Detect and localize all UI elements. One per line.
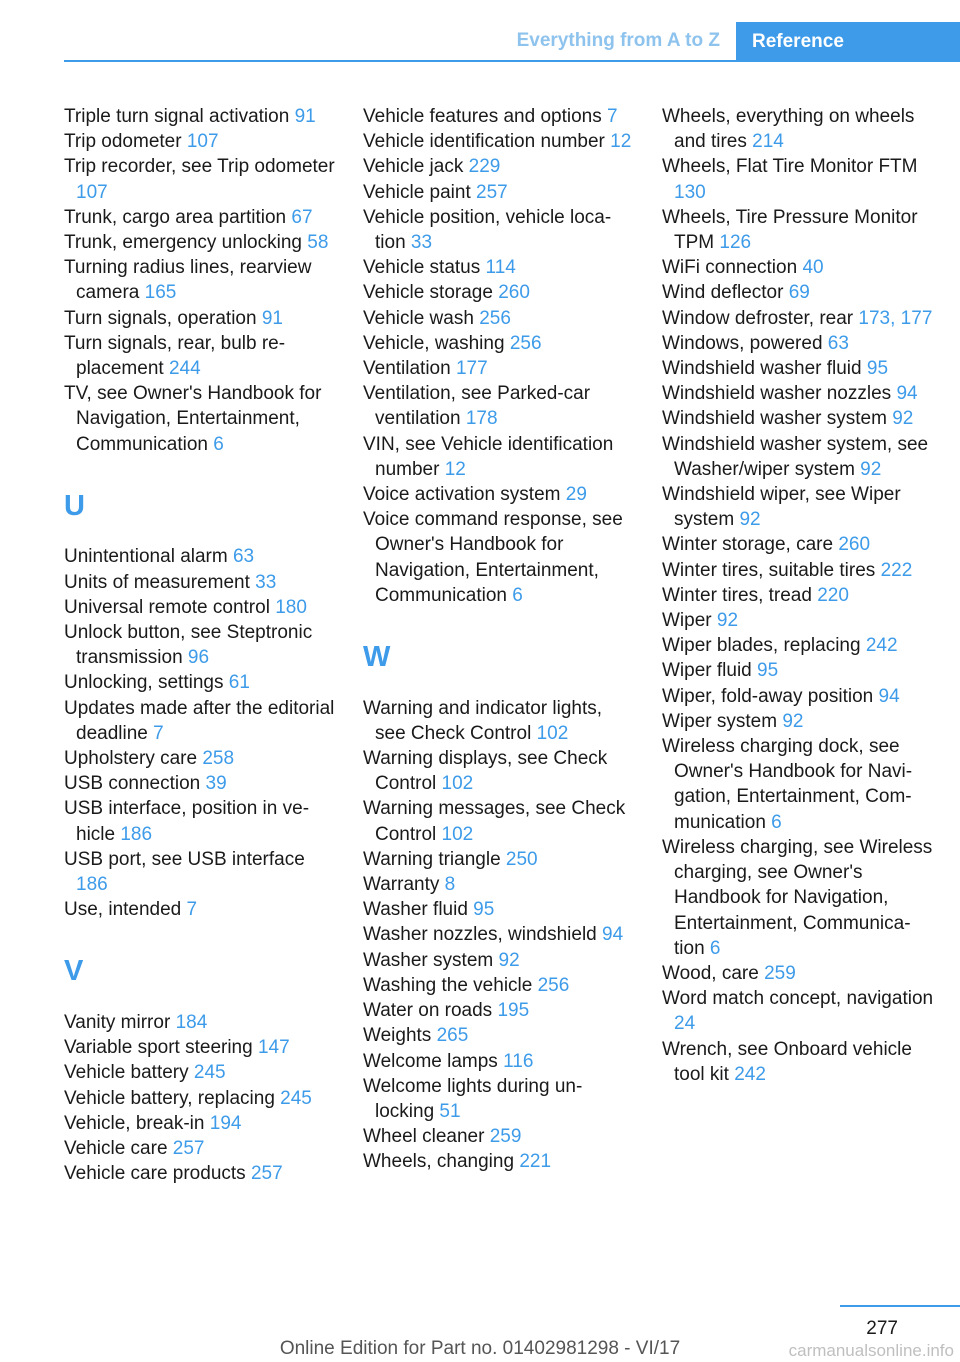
page-reference-link[interactable]: 67 — [291, 206, 313, 228]
index-entry-text: Windshield washer system, see Washer/wiper system — [662, 433, 929, 480]
index-entry-text: USB connection — [64, 773, 206, 795]
index-entry — [363, 381, 633, 431]
index-entry-text: Winter tires, tread — [662, 584, 818, 606]
index-entry-text: Windshield washer nozzles — [662, 383, 897, 405]
page-reference-link[interactable]: 24 — [674, 1013, 696, 1035]
index-entry-text: Wrench, see Onboard vehicle tool kit — [662, 1038, 912, 1085]
page-reference-link[interactable]: 165 — [144, 282, 177, 304]
index-entry — [363, 1074, 633, 1124]
index-entry — [64, 1060, 336, 1085]
page-reference-link[interactable]: 92 — [782, 710, 804, 732]
page-reference-link[interactable]: 94 — [896, 383, 918, 405]
page-reference-link[interactable]: 102 — [441, 773, 474, 795]
index-entry-text: Water on roads — [363, 1000, 498, 1022]
page-reference-link[interactable]: 29 — [565, 484, 587, 506]
index-entry — [662, 835, 934, 961]
index-entry — [662, 306, 934, 331]
index-entry — [363, 154, 633, 179]
index-entry-text: Triple turn signal activation — [64, 106, 295, 127]
index-entry-text: Vehicle care products — [64, 1163, 251, 1185]
index-entry-text: Variable sport steering — [64, 1037, 258, 1059]
index-entry-text: Wireless charging dock, see Owner's Handbook for Navigation, Entertainment, Communication — [662, 736, 913, 833]
index-entry — [662, 633, 934, 658]
page-reference-link[interactable]: 92 — [716, 610, 739, 632]
index-entry-text: Welcome lamps — [363, 1050, 504, 1072]
index-entry-text: Voice command response, see Owner's Handbook for Navigation, Entertainment, Communication — [363, 509, 623, 606]
page-reference-link[interactable]: 260 — [498, 282, 530, 304]
page-reference-link[interactable]: 258 — [202, 748, 235, 770]
index-entry — [662, 1037, 934, 1087]
index-entry-text: Universal remote control — [64, 596, 276, 618]
index-entry-text: Winter tires, suitable tires — [662, 559, 881, 581]
index-entry — [64, 570, 336, 595]
page-reference-link[interactable]: 69 — [788, 282, 810, 304]
page-reference-link[interactable]: 257 — [172, 1138, 205, 1160]
index-entry-text: Welcome lights during unlocking — [363, 1075, 583, 1122]
page-reference-link[interactable]: 242 — [865, 635, 898, 657]
index-entry-text: VIN, see Vehicle identification number — [363, 433, 614, 480]
index-entry — [662, 558, 934, 583]
index-entry-text: Vehicle wash — [363, 307, 480, 329]
index-entry-text: Weights — [363, 1025, 437, 1047]
page-reference-link[interactable]: 6 — [771, 811, 782, 833]
index-entry-text: Warning and indicator lights, see Check Control — [363, 697, 603, 744]
index-entry-text: Wheel cleaner — [363, 1126, 490, 1148]
index-entry — [363, 306, 633, 331]
watermark: carmanualsonline.info — [788, 1341, 954, 1360]
index-entry-text: Vehicle position, vehicle location — [363, 206, 612, 254]
page-reference-link[interactable]: 92 — [860, 458, 882, 480]
index-entry — [662, 104, 934, 154]
index-entry — [662, 658, 934, 683]
page-reference-link[interactable]: 259 — [764, 962, 796, 984]
index-letter-heading: V — [64, 955, 84, 988]
index-entry — [662, 255, 934, 280]
index-entry — [363, 331, 633, 356]
page-reference-link[interactable]: 178 — [465, 408, 498, 430]
index-entry — [64, 331, 336, 381]
page-reference-link[interactable]: 222 — [880, 559, 913, 581]
index-entry — [64, 129, 336, 154]
index-entry-text: Vehicle jack — [363, 156, 469, 178]
index-entry — [64, 1111, 336, 1136]
index-entry — [363, 432, 633, 482]
page-number: 277 — [866, 1318, 898, 1339]
page-reference-link[interactable]: 7 — [153, 722, 164, 744]
index-entry-text: Wheels, changing — [363, 1151, 520, 1173]
index-entry — [64, 847, 336, 897]
index-entry-text: Washer nozzles, windshield — [363, 924, 603, 946]
index-entry-text: Trunk, emergency unlocking — [64, 232, 308, 254]
index-entry — [363, 356, 633, 381]
index-entry — [363, 1023, 633, 1048]
index-entry-text: Windshield washer system — [662, 408, 893, 430]
page-reference-link[interactable]: 58 — [307, 232, 329, 254]
index-entry-text: Wiper blades, replacing — [662, 635, 866, 657]
page-reference-link[interactable]: 7 — [607, 106, 618, 127]
index-entry-text: Vehicle, break-in — [64, 1112, 210, 1134]
index-entry — [64, 771, 336, 796]
index-entry — [363, 129, 633, 154]
page-reference-link[interactable]: 260 — [838, 534, 871, 556]
index-entry-text: Wheels, everything on wheels and tires — [662, 106, 915, 153]
page-reference-link[interactable]: 265 — [436, 1025, 469, 1047]
index-entry — [64, 620, 336, 670]
index-entry-text: Vehicle battery — [64, 1062, 194, 1084]
index-entry — [64, 104, 336, 129]
page-reference-link[interactable]: 102 — [441, 823, 474, 845]
page-reference-link[interactable]: 186 — [76, 874, 108, 896]
index-entry-text: Unlock button, see Steptronic transmission — [64, 622, 313, 669]
index-entry — [363, 1149, 633, 1174]
index-entry — [363, 973, 633, 998]
footer-rule — [840, 1305, 960, 1307]
index-entry-text: Washer fluid — [363, 899, 474, 921]
page-reference-link[interactable]: 51 — [439, 1100, 461, 1122]
index-entry — [363, 897, 633, 922]
index-entry-text: Vehicle paint — [363, 181, 477, 203]
index-entry — [363, 746, 633, 796]
index-entry — [662, 709, 934, 734]
index-entry-text: Window defroster, rear — [662, 307, 859, 329]
index-entry — [662, 986, 934, 1036]
page-reference-link[interactable]: 126 — [719, 232, 752, 254]
index-entry — [662, 608, 934, 633]
index-entry-text: USB port, see USB interface — [64, 848, 305, 870]
index-entry — [662, 381, 934, 406]
page-reference-link[interactable]: 177 — [455, 358, 488, 380]
index-entry — [64, 1136, 336, 1161]
index-entry — [363, 948, 633, 973]
index-entry-text: WiFi connection — [662, 257, 803, 279]
index-entry-text: Word match concept, navigation — [662, 988, 934, 1010]
index-letter-heading: W — [363, 641, 391, 674]
page-reference-link[interactable]: 220 — [817, 584, 849, 606]
index-entry — [662, 734, 934, 835]
index-entry-text: Vehicle status — [363, 257, 486, 279]
index-entry — [662, 482, 934, 532]
page-reference-link[interactable]: 221 — [519, 1151, 552, 1173]
page-reference-link[interactable]: 107 — [76, 181, 108, 203]
index-column-3 — [662, 104, 934, 1087]
page-reference-link[interactable]: 186 — [120, 823, 153, 845]
page-reference-link[interactable]: 214 — [752, 131, 784, 153]
index-entry-text: Trip recorder, see Trip odometer — [64, 156, 335, 178]
index-entry-text: USB interface, position in vehicle — [64, 798, 310, 845]
index-entry-text: Vehicle identification number — [363, 131, 611, 153]
index-entry-text: Units of measurement — [64, 571, 256, 593]
index-entry-text: Wind deflector — [662, 282, 789, 304]
index-entry-text: Ventilation — [363, 358, 456, 380]
page-reference-link[interactable]: 114 — [485, 257, 516, 279]
index-entry-text: Use, intended — [64, 899, 187, 921]
page-reference-link[interactable]: 259 — [489, 1126, 522, 1148]
index-entry — [64, 230, 336, 255]
index-entry — [64, 544, 336, 569]
index-entry — [363, 280, 633, 305]
index-entry-text: Vehicle battery, replacing — [64, 1087, 281, 1109]
page-reference-link[interactable]: 116 — [503, 1050, 534, 1072]
index-entry — [363, 922, 633, 947]
page-reference-link[interactable]: 95 — [866, 358, 889, 380]
index-entry-text: Wiper — [662, 610, 717, 632]
page-reference-link[interactable]: 256 — [509, 332, 542, 354]
index-entry-text: Turn signals, operation — [64, 307, 262, 329]
page-reference-link[interactable]: 195 — [497, 1000, 530, 1022]
index-entry-text: Vehicle storage — [363, 282, 499, 304]
index-entry — [363, 847, 633, 872]
index-entry-text: Wood, care — [662, 962, 765, 984]
page-reference-link[interactable]: 94 — [602, 924, 624, 946]
page-reference-link[interactable]: 257 — [476, 181, 508, 203]
index-entry-text: Wiper system — [662, 710, 783, 732]
index-entry — [363, 1124, 633, 1149]
index-entry — [64, 381, 336, 457]
page-reference-link[interactable]: 95 — [757, 660, 779, 682]
page-reference-link[interactable]: 250 — [505, 848, 538, 870]
section-title: Everything from A to Z — [516, 30, 720, 51]
page-reference-link[interactable]: 8 — [444, 874, 456, 896]
index-entry — [363, 872, 633, 897]
page-reference-link[interactable]: 63 — [232, 546, 255, 568]
page-reference-link[interactable]: 63 — [827, 332, 849, 354]
index-entry-text: Windshield wiper, see Wiper system — [662, 484, 901, 531]
index-entry — [363, 205, 633, 255]
page-reference-link[interactable]: 245 — [193, 1062, 226, 1084]
index-entry — [363, 255, 633, 280]
index-entry — [662, 154, 934, 204]
index-entry — [662, 961, 934, 986]
index-entry-text: Wheels, Flat Tire Monitor FTM — [662, 156, 918, 178]
index-entry — [662, 205, 934, 255]
index-entry — [662, 583, 934, 608]
index-entry — [363, 482, 633, 507]
page-reference-link[interactable]: 184 — [175, 1012, 208, 1034]
index-entry — [64, 670, 336, 695]
index-column-1 — [64, 104, 336, 1187]
page-reference-link[interactable]: 92 — [498, 949, 520, 971]
page-reference-link[interactable]: 12 — [610, 131, 632, 153]
page-reference-link[interactable]: 91 — [294, 106, 316, 127]
page-reference-link[interactable]: 7 — [186, 899, 198, 921]
index-entry-text: Ventilation, see Parked-car ventilation — [363, 383, 591, 430]
index-letter-heading: U — [64, 489, 85, 522]
page-reference-link[interactable]: 94 — [878, 685, 900, 707]
index-entry — [64, 796, 336, 846]
page-reference-link[interactable]: 102 — [536, 722, 569, 744]
page-reference-link[interactable]: 245 — [280, 1087, 312, 1109]
index-entry-text: Windshield washer fluid — [662, 358, 867, 380]
index-column-2 — [363, 104, 633, 1175]
index-entry — [64, 306, 336, 331]
page-reference-link[interactable]: 92 — [739, 509, 761, 531]
page-reference-link[interactable]: 33 — [410, 232, 433, 254]
index-entry-text: Windows, powered — [662, 332, 828, 354]
index-entry — [64, 897, 336, 922]
index-entry-text: Washing the vehicle — [363, 974, 538, 996]
index-entry — [64, 255, 336, 305]
index-entry-text: Trip odometer — [64, 131, 187, 153]
page-reference-link[interactable]: 91 — [261, 307, 283, 329]
index-entry-text: Vanity mirror — [64, 1012, 176, 1034]
index-entry-text: TV, see Owner's Handbook for Navigation, Entertainment, Communication — [64, 383, 322, 455]
index-entry-text: Warning displays, see Check Control — [363, 748, 608, 795]
index-entry — [64, 1010, 336, 1035]
page-reference-link[interactable]: 92 — [892, 408, 914, 430]
index-entry-text: Vehicle care — [64, 1138, 173, 1160]
page-reference-link[interactable]: 40 — [802, 257, 824, 279]
index-entry-text: Washer system — [363, 949, 499, 971]
index-entry-text: Winter storage, care — [662, 534, 839, 556]
page-reference-link[interactable]: 173, 177 — [858, 307, 933, 329]
index-entry — [64, 205, 336, 230]
page-reference-link[interactable]: 130 — [674, 181, 706, 203]
index-entry-text: Warranty — [363, 874, 445, 896]
index-entry-text: Turning radius lines, rearview camera — [64, 257, 312, 304]
index-entry — [64, 1035, 336, 1060]
page-reference-link[interactable]: 180 — [275, 596, 307, 618]
index-entry — [363, 696, 633, 746]
page-reference-link[interactable]: 61 — [228, 672, 250, 694]
index-entry — [363, 104, 633, 129]
page-header — [0, 0, 960, 64]
page-reference-link[interactable]: 6 — [213, 433, 224, 455]
index-entry — [363, 1049, 633, 1074]
page-reference-link[interactable]: 6 — [709, 937, 721, 959]
index-entry-text: Warning messages, see Check Control — [363, 798, 626, 845]
header-rule — [64, 60, 960, 62]
index-entry — [662, 532, 934, 557]
index-entry-text: Vehicle features and options — [363, 106, 608, 127]
page-reference-link[interactable]: 194 — [209, 1112, 242, 1134]
index-entry — [64, 1086, 336, 1111]
index-entry — [363, 507, 633, 608]
index-entry-text: Vehicle, washing — [363, 332, 510, 354]
page-reference-link[interactable]: 39 — [205, 773, 227, 795]
index-entry — [363, 180, 633, 205]
page-reference-link[interactable]: 256 — [479, 307, 511, 329]
reference-tab: Reference — [736, 22, 960, 61]
page-reference-link[interactable]: 229 — [468, 156, 501, 178]
index-entry-text: Unlocking, settings — [64, 672, 229, 694]
index-entry-text: Wiper, fold-away position — [662, 685, 879, 707]
index-entry-text: Voice activation system — [363, 484, 566, 506]
index-entry — [662, 406, 934, 431]
index-entry-text: Updates made after the editorial deadline — [64, 697, 335, 744]
page-reference-link[interactable]: 96 — [187, 647, 210, 669]
index-entry — [662, 432, 934, 482]
index-entry — [363, 796, 633, 846]
index-entry — [662, 684, 934, 709]
index-entry — [662, 280, 934, 305]
index-entry — [662, 331, 934, 356]
page-reference-link[interactable]: 257 — [250, 1163, 283, 1185]
page-reference-link[interactable]: 95 — [473, 899, 495, 921]
index-entry — [64, 1161, 336, 1186]
page-reference-link[interactable]: 107 — [186, 131, 219, 153]
index-entry-text: Unintentional alarm — [64, 546, 233, 568]
index-entry-text: Turn signals, rear, bulb replacement — [64, 332, 286, 380]
index-entry — [64, 595, 336, 620]
page-reference-link[interactable]: 6 — [512, 584, 523, 606]
index-entry — [363, 998, 633, 1023]
index-entry-text: Upholstery care — [64, 748, 203, 770]
page-reference-link[interactable]: 244 — [168, 358, 201, 380]
edition-note: Online Edition for Part no. 01402981298 - VI/17 — [279, 1338, 681, 1359]
index-entry-text: Wireless charging, see Wireless charging, see Owner's Handbook for Navigation, Entertainment, Communication — [662, 836, 933, 959]
page-reference-link[interactable]: 12 — [444, 458, 466, 480]
index-entry — [64, 746, 336, 771]
index-entry-text: Wheels, Tire Pressure Monitor TPM — [662, 206, 918, 254]
index-entry — [64, 154, 336, 204]
index-entry-text: Warning triangle — [363, 848, 506, 870]
index-entry — [64, 696, 336, 746]
page-reference-link[interactable]: 147 — [257, 1037, 290, 1059]
index-entry-text: Wiper fluid — [662, 660, 758, 682]
index-entry — [662, 356, 934, 381]
page-reference-link[interactable]: 242 — [734, 1063, 766, 1085]
index-entry-text: Trunk, cargo area partition — [64, 206, 292, 228]
page-reference-link[interactable]: 33 — [255, 571, 277, 593]
page-reference-link[interactable]: 256 — [537, 974, 570, 996]
